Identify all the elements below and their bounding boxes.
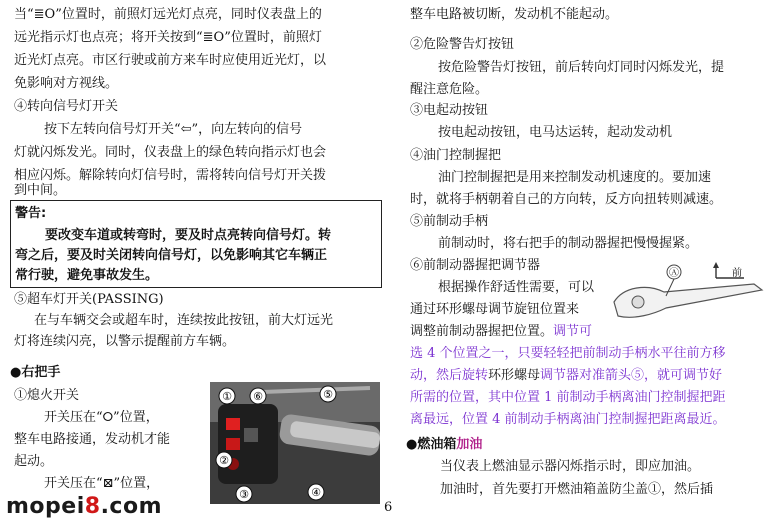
watermark-text: mopei xyxy=(6,494,85,519)
text-line: 灯就闪烁发光。同时，仪表盘上的绿色转向指示灯也会 xyxy=(14,145,327,160)
text-line: 开关压在“⭘”位置， xyxy=(44,410,159,425)
highlight-line: 选 4 个位置之一，只要轻轻把前制动手柄水平往前方移 xyxy=(410,346,726,361)
text-line: 灯将连续闪亮，以警示提醒前方车辆。 xyxy=(14,334,236,349)
text-line: 根据操作舒适性需要，可以 xyxy=(438,280,595,295)
warning-line: 常行驶，避免事故发生。 xyxy=(15,268,159,283)
lever-label: Ⓐ xyxy=(669,268,679,279)
text-line: 免影响对方视线。 xyxy=(14,76,119,91)
highlight-line: 离最远，位置 4 前制动手柄离油门控制握把距离最近。 xyxy=(410,412,726,427)
handlebar-photo xyxy=(210,382,380,504)
photo-label: ⑤ xyxy=(323,388,333,401)
highlight-span: 调节可 xyxy=(553,324,593,339)
section-heading: ③电起动按钮 xyxy=(410,103,489,118)
right-handlebar-heading: ●右把手 xyxy=(10,365,61,380)
text-line: 当“≣O”位置时，前照灯远光灯点亮，同时仪表盘上的 xyxy=(14,7,322,22)
text-line: 当仪表上燃油显示器闪烁指示时，即应加油。 xyxy=(440,459,701,474)
highlight-line xyxy=(410,365,722,387)
text-span: 调整前制动器握把位置。 xyxy=(410,324,554,339)
warning-box xyxy=(10,200,382,288)
text-line: 按危险警告灯按钮，前后转向灯同时闪烁发光，提 xyxy=(438,60,725,75)
highlight-line: 所需的位置，其中位置 1 前制动手柄离油门控制握把距 xyxy=(410,390,726,405)
warning-line: 要改变车道或转弯时，要及时点亮转向信号灯。转 xyxy=(45,228,332,243)
text-line: 通过环形螺母调节旋钮位置来 xyxy=(410,302,580,317)
text-line: 按下左转向信号灯开关“⇦”，向左转向的信号 xyxy=(44,122,303,137)
highlight-span: 动，然后旋转 xyxy=(410,368,489,383)
highlight-span: 调节器对准箭头⑤，就可调节好 xyxy=(540,368,723,383)
watermark-text: .com xyxy=(100,494,162,519)
text-line: 前制动时，将右把手的制动器握把慢慢握紧。 xyxy=(438,236,699,251)
photo-label: ① xyxy=(222,390,232,403)
page-number: 6 xyxy=(384,500,393,515)
section-heading: ④转向信号灯开关 xyxy=(14,99,119,114)
section-heading: ⑤超车灯开关(PASSING) xyxy=(14,292,164,307)
text-line: 近光灯点亮。市区行驶或前方来车时应使用近光灯，以 xyxy=(14,53,327,68)
text-line: 起动。 xyxy=(14,454,54,469)
brake-lever-illustration xyxy=(604,262,768,338)
section-heading: ②危险警告灯按钮 xyxy=(410,37,515,52)
text-span: 环形螺母 xyxy=(488,368,541,383)
photo-label: ④ xyxy=(311,486,321,499)
lever-label: 前 xyxy=(732,268,742,279)
text-line: 在与车辆交会或超车时，连续按此按钮，前大灯远光 xyxy=(34,313,334,328)
section-heading: ④油门控制握把 xyxy=(410,148,502,163)
section-heading: ⑥前制动器握把调节器 xyxy=(410,258,541,273)
fuel-heading xyxy=(406,434,482,456)
text-line xyxy=(410,321,592,343)
text-line: 油门控制握把是用来控制发动机速度的。要加速 xyxy=(438,170,712,185)
text-line: 整车电路被切断，发动机不能起动。 xyxy=(410,7,619,22)
text-line: 开关压在“⊠”位置， xyxy=(44,476,160,491)
fuel-heading-text: ●燃油箱 xyxy=(406,437,457,452)
text-line: 到中间。 xyxy=(14,183,67,198)
text-line: 按电起动按钮，电马达运转，起动发动机 xyxy=(438,125,673,140)
fuel-heading-highlight: 加油 xyxy=(456,437,483,452)
photo-label: ③ xyxy=(239,488,249,501)
warning-title: 警告: xyxy=(15,206,47,221)
text-line: 整车电路接通，发动机才能 xyxy=(14,432,171,447)
text-line: 时，就将手柄朝着自己的方向转，反方向扭转则减速。 xyxy=(410,192,723,207)
text-line: 远光指示灯也点亮；将开关按到“≣O”位置时，前照灯 xyxy=(14,30,322,45)
photo-label: ⑥ xyxy=(253,390,263,403)
watermark-text: 8 xyxy=(84,494,101,519)
warning-line: 弯之后，要及时关闭转向信号灯，以免影响其它车辆正 xyxy=(15,248,328,263)
section-heading: ①熄火开关 xyxy=(14,388,80,403)
text-line: 醒注意危险。 xyxy=(410,82,489,97)
text-line: 加油时，首先要打开燃油箱盖防尘盖①，然后插 xyxy=(440,482,714,497)
section-heading: ⑤前制动手柄 xyxy=(410,214,489,229)
watermark xyxy=(6,494,162,519)
text-line: 相应闪烁。解除转向灯信号时，需将转向信号灯开关拨 xyxy=(14,168,327,183)
photo-label: ② xyxy=(219,454,229,467)
